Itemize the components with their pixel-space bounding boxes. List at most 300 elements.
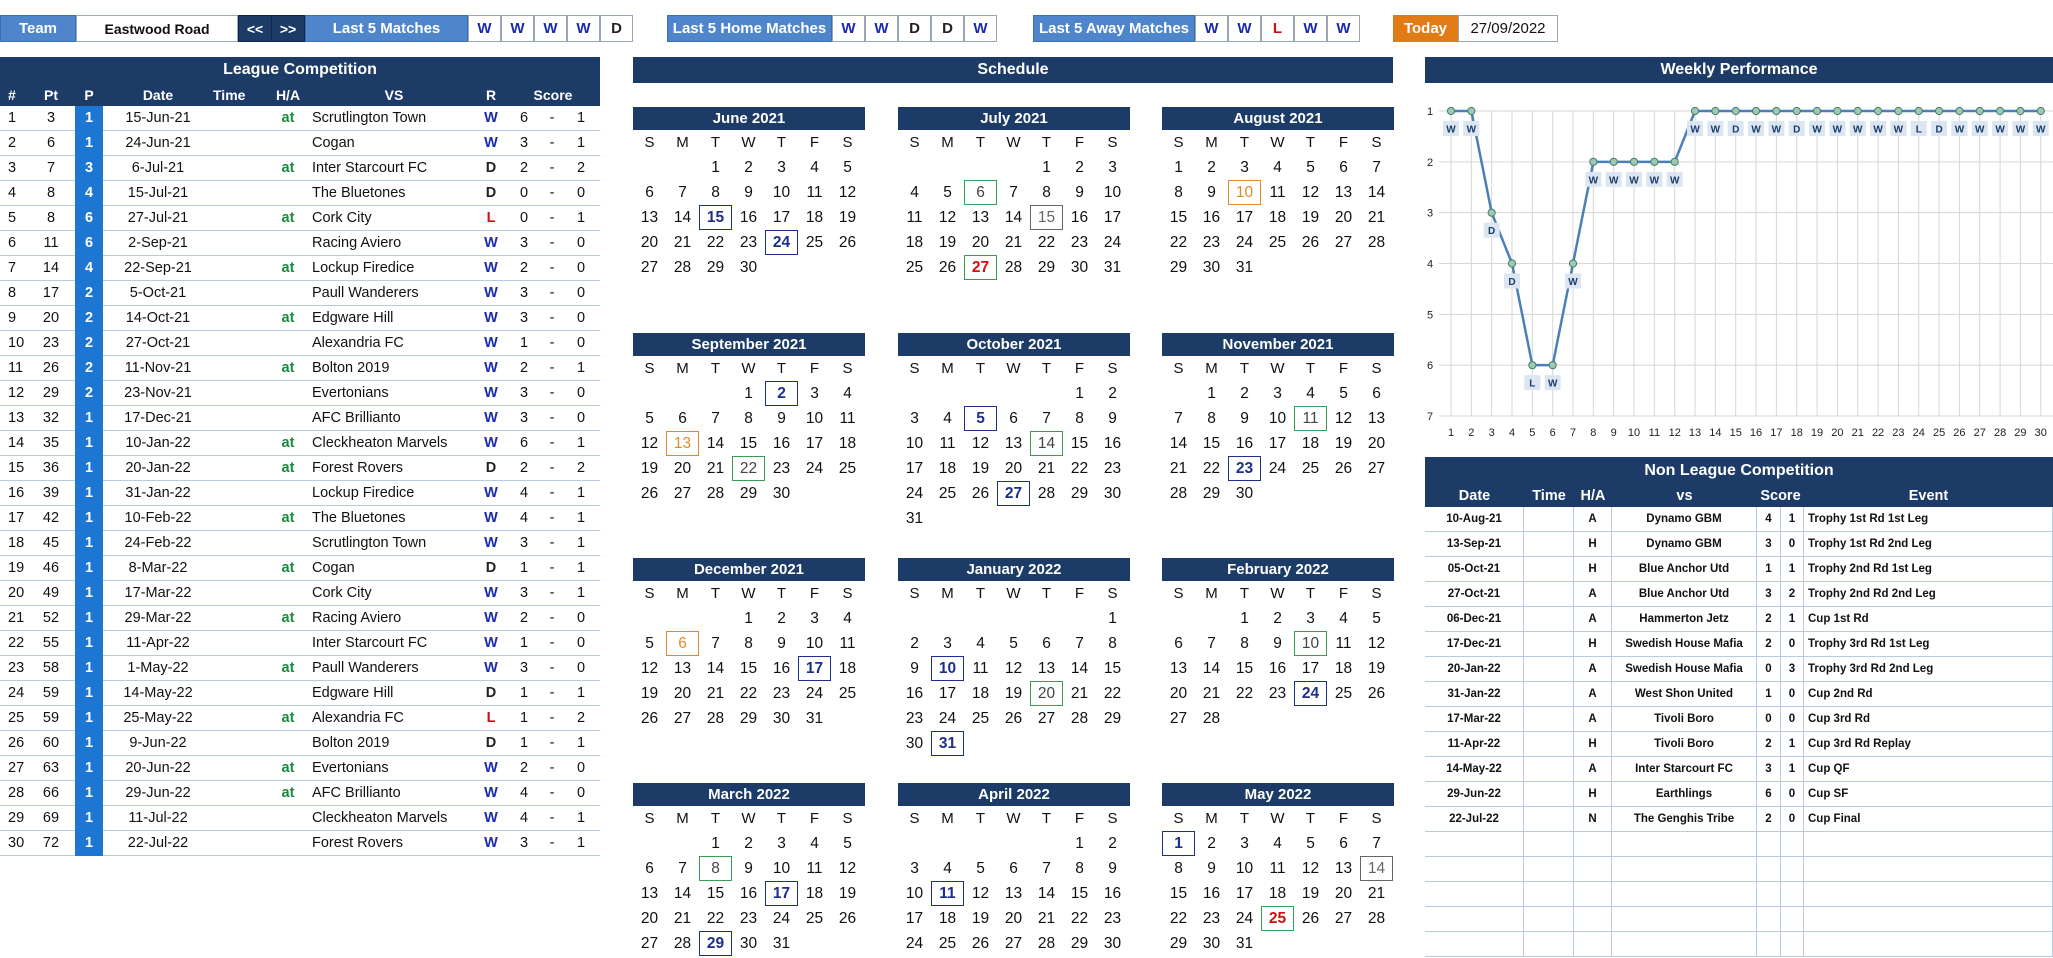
calendar-day[interactable]: 16 [772,659,791,677]
calendar-day[interactable]: 14 [1202,659,1221,677]
calendar-day[interactable]: 25 [1301,459,1320,477]
table-row[interactable] [1425,857,2053,882]
calendar-day[interactable]: 18 [1268,884,1287,902]
calendar-day[interactable]: 24 [1235,233,1254,251]
calendar-day[interactable]: 26 [971,934,990,952]
table-row[interactable] [0,156,600,181]
calendar-day[interactable]: 4 [943,409,952,427]
calendar-day[interactable]: 21 [1367,884,1386,902]
table-row[interactable] [0,831,600,856]
calendar-day[interactable]: 30 [739,934,758,952]
table-row[interactable] [0,131,600,156]
calendar-day[interactable]: 14 [706,659,725,677]
calendar-day[interactable]: 3 [1273,384,1282,402]
calendar-day[interactable]: 1 [1042,158,1051,176]
table-row[interactable] [0,356,600,381]
table-row[interactable] [1425,807,2053,832]
calendar-day[interactable]: 10 [772,859,791,877]
calendar-day[interactable]: 1 [1108,609,1117,627]
calendar-day[interactable]: 25 [805,233,824,251]
calendar-day[interactable]: 27 [640,258,659,276]
calendar-day[interactable]: 1 [1240,609,1249,627]
table-row[interactable] [0,731,600,756]
calendar-day[interactable]: 1 [1162,831,1195,856]
calendar-day[interactable]: 21 [1367,208,1386,226]
calendar-day[interactable]: 16 [1202,884,1221,902]
calendar-day[interactable]: 9 [777,634,786,652]
calendar-day[interactable]: 6 [1339,158,1348,176]
calendar-day[interactable]: 29 [1070,484,1089,502]
next-team-button[interactable]: >> [271,15,305,42]
calendar-day[interactable]: 2 [1108,384,1117,402]
calendar-day[interactable]: 5 [1372,609,1381,627]
calendar-day[interactable]: 25 [971,709,990,727]
calendar-day[interactable]: 21 [1202,684,1221,702]
calendar-day[interactable]: 5 [843,834,852,852]
calendar-day[interactable]: 11 [1294,406,1327,431]
calendar-day[interactable]: 26 [1367,684,1386,702]
calendar-day[interactable]: 12 [640,434,659,452]
calendar-day[interactable]: 18 [1301,434,1320,452]
calendar-day[interactable]: 12 [1301,859,1320,877]
calendar-day[interactable]: 29 [739,484,758,502]
calendar-day[interactable]: 7 [1009,183,1018,201]
calendar-day[interactable]: 19 [1004,684,1023,702]
calendar-day[interactable]: 16 [739,884,758,902]
calendar-day[interactable]: 29 [1070,934,1089,952]
calendar-day[interactable]: 27 [1037,709,1056,727]
calendar-day[interactable]: 17 [1301,659,1320,677]
table-row[interactable] [0,606,600,631]
calendar-day[interactable]: 24 [765,230,798,255]
calendar-day[interactable]: 13 [640,208,659,226]
calendar-day[interactable]: 26 [838,909,857,927]
calendar-day[interactable]: 6 [1174,634,1183,652]
table-row[interactable] [0,381,600,406]
calendar-day[interactable]: 18 [805,208,824,226]
calendar-day[interactable]: 10 [805,409,824,427]
calendar-day[interactable]: 3 [777,158,786,176]
calendar-day[interactable]: 21 [1169,459,1188,477]
calendar-day[interactable]: 16 [1103,884,1122,902]
calendar-day[interactable]: 21 [1070,684,1089,702]
calendar-day[interactable]: 4 [943,859,952,877]
calendar-day[interactable]: 7 [1042,859,1051,877]
calendar-day[interactable]: 22 [1202,459,1221,477]
table-row[interactable] [0,331,600,356]
calendar-day[interactable]: 24 [1294,681,1327,706]
table-row[interactable] [1425,882,2053,907]
calendar-day[interactable]: 29 [1103,709,1122,727]
calendar-day[interactable]: 2 [744,834,753,852]
calendar-day[interactable]: 13 [971,208,990,226]
table-row[interactable] [0,656,600,681]
table-row[interactable] [1425,732,2053,757]
calendar-day[interactable]: 23 [1103,459,1122,477]
calendar-day[interactable]: 22 [1070,909,1089,927]
calendar-day[interactable]: 5 [1009,634,1018,652]
calendar-day[interactable]: 26 [838,233,857,251]
calendar-day[interactable]: 9 [1108,859,1117,877]
calendar-day[interactable]: 20 [1334,884,1353,902]
calendar-day[interactable]: 27 [964,255,997,280]
calendar-day[interactable]: 26 [1301,909,1320,927]
table-row[interactable] [1425,782,2053,807]
calendar-day[interactable]: 9 [777,409,786,427]
calendar-day[interactable]: 2 [1207,834,1216,852]
calendar-day[interactable]: 23 [739,909,758,927]
calendar-day[interactable]: 27 [1334,909,1353,927]
calendar-day[interactable]: 28 [673,258,692,276]
calendar-day[interactable]: 10 [1294,631,1327,656]
calendar-day[interactable]: 1 [1207,384,1216,402]
calendar-day[interactable]: 8 [1207,409,1216,427]
calendar-day[interactable]: 27 [640,934,659,952]
calendar-day[interactable]: 16 [739,208,758,226]
calendar-day[interactable]: 30 [772,484,791,502]
calendar-day[interactable]: 4 [976,634,985,652]
calendar-day[interactable]: 31 [772,934,791,952]
calendar-day[interactable]: 25 [838,684,857,702]
table-row[interactable] [0,206,600,231]
table-row[interactable] [0,781,600,806]
calendar-day[interactable]: 3 [910,409,919,427]
calendar-day[interactable]: 22 [706,233,725,251]
calendar-day[interactable]: 10 [905,884,924,902]
calendar-day[interactable]: 10 [931,656,964,681]
calendar-day[interactable]: 10 [772,183,791,201]
calendar-day[interactable]: 24 [1268,459,1287,477]
calendar-day[interactable]: 14 [1169,434,1188,452]
calendar-day[interactable]: 1 [711,834,720,852]
calendar-day[interactable]: 31 [1103,258,1122,276]
calendar-day[interactable]: 18 [838,659,857,677]
calendar-day[interactable]: 19 [1367,659,1386,677]
calendar-day[interactable]: 22 [739,684,758,702]
calendar-day[interactable]: 5 [1339,384,1348,402]
calendar-day[interactable]: 17 [1268,434,1287,452]
calendar-day[interactable]: 3 [810,609,819,627]
calendar-day[interactable]: 14 [1004,208,1023,226]
calendar-day[interactable]: 8 [1075,409,1084,427]
calendar-day[interactable]: 11 [972,659,989,677]
calendar-day[interactable]: 21 [673,909,692,927]
calendar-day[interactable]: 16 [1202,208,1221,226]
calendar-day[interactable]: 11 [839,634,856,652]
table-row[interactable] [1425,632,2053,657]
calendar-day[interactable]: 17 [1103,208,1122,226]
calendar-day[interactable]: 11 [931,881,964,906]
calendar-day[interactable]: 15 [739,659,758,677]
calendar-day[interactable]: 26 [938,258,957,276]
table-row[interactable] [1425,832,2053,857]
calendar-day[interactable]: 10 [905,434,924,452]
calendar-day[interactable]: 24 [905,934,924,952]
calendar-day[interactable]: 10 [1235,859,1254,877]
calendar-day[interactable]: 24 [772,909,791,927]
calendar-day[interactable]: 20 [1004,909,1023,927]
calendar-day[interactable]: 11 [1335,634,1352,652]
calendar-day[interactable]: 5 [843,158,852,176]
table-row[interactable] [0,706,600,731]
calendar-day[interactable]: 18 [938,909,957,927]
calendar-day[interactable]: 4 [810,158,819,176]
calendar-day[interactable]: 21 [706,459,725,477]
calendar-day[interactable]: 6 [1009,859,1018,877]
calendar-day[interactable]: 5 [964,406,997,431]
calendar-day[interactable]: 2 [1075,158,1084,176]
calendar-day[interactable]: 23 [905,709,924,727]
calendar-day[interactable]: 10 [805,634,824,652]
calendar-day[interactable]: 15 [1202,434,1221,452]
table-row[interactable] [0,231,600,256]
calendar-day[interactable]: 10 [1228,180,1261,205]
calendar-day[interactable]: 17 [798,656,831,681]
table-row[interactable] [0,306,600,331]
calendar-day[interactable]: 6 [1042,634,1051,652]
calendar-day[interactable]: 10 [1268,409,1287,427]
calendar-day[interactable]: 25 [1334,684,1353,702]
calendar-day[interactable]: 24 [1235,909,1254,927]
calendar-day[interactable]: 17 [772,208,791,226]
calendar-day[interactable]: 18 [971,684,990,702]
calendar-day[interactable]: 14 [1367,183,1386,201]
calendar-day[interactable]: 18 [1334,659,1353,677]
calendar-day[interactable]: 6 [964,180,997,205]
calendar-day[interactable]: 18 [938,459,957,477]
calendar-day[interactable]: 9 [1108,409,1117,427]
calendar-day[interactable]: 13 [1367,409,1386,427]
calendar-day[interactable]: 29 [1202,484,1221,502]
calendar-day[interactable]: 17 [938,684,957,702]
calendar-day[interactable]: 13 [640,884,659,902]
calendar-day[interactable]: 15 [706,884,725,902]
calendar-day[interactable]: 27 [1004,934,1023,952]
calendar-day[interactable]: 20 [1169,684,1188,702]
calendar-day[interactable]: 17 [765,881,798,906]
calendar-day[interactable]: 8 [1240,634,1249,652]
calendar-day[interactable]: 26 [971,484,990,502]
calendar-day[interactable]: 12 [1004,659,1023,677]
calendar-day[interactable]: 23 [1202,909,1221,927]
calendar-day[interactable]: 25 [805,909,824,927]
calendar-day[interactable]: 4 [1273,158,1282,176]
calendar-day[interactable]: 29 [739,709,758,727]
calendar-day[interactable]: 28 [1202,709,1221,727]
calendar-day[interactable]: 28 [706,484,725,502]
calendar-day[interactable]: 4 [1306,384,1315,402]
calendar-day[interactable]: 1 [1075,384,1084,402]
table-row[interactable] [1425,607,2053,632]
calendar-day[interactable]: 25 [1268,233,1287,251]
calendar-day[interactable]: 22 [706,909,725,927]
calendar-day[interactable]: 13 [1037,659,1056,677]
calendar-day[interactable]: 19 [1334,434,1353,452]
calendar-day[interactable]: 13 [1169,659,1188,677]
calendar-day[interactable]: 17 [905,909,924,927]
calendar-day[interactable]: 23 [1268,684,1287,702]
table-row[interactable] [0,431,600,456]
calendar-day[interactable]: 14 [706,434,725,452]
calendar-day[interactable]: 28 [1367,233,1386,251]
table-row[interactable] [1425,932,2053,957]
calendar-day[interactable]: 29 [706,258,725,276]
calendar-day[interactable]: 5 [1306,834,1315,852]
calendar-day[interactable]: 16 [1268,659,1287,677]
calendar-day[interactable]: 30 [1103,484,1122,502]
calendar-day[interactable]: 9 [744,859,753,877]
calendar-day[interactable]: 8 [711,183,720,201]
calendar-day[interactable]: 12 [1334,409,1353,427]
calendar-day[interactable]: 18 [805,884,824,902]
calendar-day[interactable]: 31 [931,731,964,756]
calendar-day[interactable]: 12 [938,208,957,226]
calendar-day[interactable]: 16 [905,684,924,702]
calendar-day[interactable]: 13 [1004,434,1023,452]
calendar-day[interactable]: 14 [1037,884,1056,902]
calendar-day[interactable]: 5 [943,183,952,201]
calendar-day[interactable]: 30 [1202,258,1221,276]
calendar-day[interactable]: 15 [1235,659,1254,677]
calendar-day[interactable]: 29 [1169,934,1188,952]
calendar-day[interactable]: 7 [711,409,720,427]
calendar-day[interactable]: 23 [1103,909,1122,927]
calendar-day[interactable]: 19 [838,208,857,226]
calendar-day[interactable]: 25 [905,258,924,276]
calendar-day[interactable]: 8 [699,856,732,881]
calendar-day[interactable]: 11 [906,208,923,226]
calendar-day[interactable]: 9 [744,183,753,201]
calendar-day[interactable]: 6 [1009,409,1018,427]
calendar-day[interactable]: 24 [938,709,957,727]
table-row[interactable] [1425,657,2053,682]
calendar-day[interactable]: 28 [673,934,692,952]
calendar-day[interactable]: 15 [1169,208,1188,226]
calendar-day[interactable]: 21 [673,233,692,251]
calendar-day[interactable]: 6 [645,859,654,877]
calendar-day[interactable]: 26 [640,709,659,727]
calendar-day[interactable]: 31 [1235,934,1254,952]
calendar-day[interactable]: 21 [1037,459,1056,477]
calendar-day[interactable]: 6 [1372,384,1381,402]
calendar-day[interactable]: 22 [1037,233,1056,251]
calendar-day[interactable]: 19 [938,233,957,251]
calendar-day[interactable]: 11 [839,409,856,427]
calendar-day[interactable]: 24 [805,459,824,477]
calendar-day[interactable]: 26 [1301,233,1320,251]
calendar-day[interactable]: 8 [1042,183,1051,201]
calendar-day[interactable]: 7 [1372,834,1381,852]
calendar-day[interactable]: 19 [640,459,659,477]
calendar-day[interactable]: 27 [1334,233,1353,251]
calendar-day[interactable]: 6 [666,631,699,656]
calendar-day[interactable]: 15 [1103,659,1122,677]
calendar-day[interactable]: 22 [1103,684,1122,702]
calendar-day[interactable]: 15 [1070,434,1089,452]
calendar-day[interactable]: 3 [1240,158,1249,176]
calendar-day[interactable]: 21 [1004,233,1023,251]
calendar-day[interactable]: 10 [1103,183,1122,201]
calendar-day[interactable]: 20 [640,909,659,927]
calendar-day[interactable]: 20 [1334,208,1353,226]
calendar-day[interactable]: 15 [1169,884,1188,902]
calendar-day[interactable]: 20 [1367,434,1386,452]
calendar-day[interactable]: 7 [1372,158,1381,176]
calendar-day[interactable]: 27 [673,484,692,502]
calendar-day[interactable]: 28 [1367,909,1386,927]
calendar-day[interactable]: 12 [971,884,990,902]
calendar-day[interactable]: 16 [1070,208,1089,226]
calendar-day[interactable]: 4 [1339,609,1348,627]
calendar-day[interactable]: 23 [1202,233,1221,251]
table-row[interactable] [1425,707,2053,732]
calendar-day[interactable]: 9 [1207,183,1216,201]
calendar-day[interactable]: 12 [838,183,857,201]
calendar-day[interactable]: 5 [645,634,654,652]
calendar-day[interactable]: 11 [1269,183,1286,201]
calendar-day[interactable]: 30 [739,258,758,276]
table-row[interactable] [0,531,600,556]
calendar-day[interactable]: 17 [905,459,924,477]
calendar-day[interactable]: 15 [699,205,732,230]
calendar-day[interactable]: 26 [1004,709,1023,727]
table-row[interactable] [0,481,600,506]
calendar-day[interactable]: 30 [1103,934,1122,952]
calendar-day[interactable]: 1 [744,384,753,402]
calendar-day[interactable]: 4 [1273,834,1282,852]
calendar-day[interactable]: 19 [1301,208,1320,226]
calendar-day[interactable]: 7 [1174,409,1183,427]
calendar-day[interactable]: 8 [1174,859,1183,877]
calendar-day[interactable]: 8 [1075,859,1084,877]
calendar-day[interactable]: 14 [1360,856,1393,881]
table-row[interactable] [1425,907,2053,932]
calendar-day[interactable]: 25 [938,484,957,502]
calendar-day[interactable]: 23 [772,684,791,702]
calendar-day[interactable]: 28 [1169,484,1188,502]
calendar-day[interactable]: 24 [805,684,824,702]
calendar-day[interactable]: 11 [939,434,956,452]
table-row[interactable] [1425,682,2053,707]
calendar-day[interactable]: 16 [772,434,791,452]
calendar-day[interactable]: 16 [1103,434,1122,452]
calendar-day[interactable]: 19 [640,684,659,702]
calendar-day[interactable]: 25 [838,459,857,477]
calendar-day[interactable]: 2 [777,609,786,627]
table-row[interactable] [1425,507,2053,532]
calendar-day[interactable]: 2 [1207,158,1216,176]
calendar-day[interactable]: 6 [678,409,687,427]
calendar-day[interactable]: 27 [1367,459,1386,477]
calendar-day[interactable]: 14 [1070,659,1089,677]
calendar-day[interactable]: 18 [838,434,857,452]
calendar-day[interactable]: 28 [1037,934,1056,952]
calendar-day[interactable]: 19 [971,909,990,927]
calendar-day[interactable]: 26 [1334,459,1353,477]
table-row[interactable] [0,256,600,281]
calendar-day[interactable]: 3 [943,634,952,652]
calendar-day[interactable]: 20 [673,459,692,477]
calendar-day[interactable]: 9 [910,659,919,677]
calendar-day[interactable]: 3 [1240,834,1249,852]
calendar-day[interactable]: 24 [905,484,924,502]
calendar-day[interactable]: 28 [1004,258,1023,276]
table-row[interactable] [0,756,600,781]
table-row[interactable] [0,406,600,431]
table-row[interactable] [1425,557,2053,582]
calendar-day[interactable]: 8 [744,634,753,652]
calendar-day[interactable]: 18 [1268,208,1287,226]
